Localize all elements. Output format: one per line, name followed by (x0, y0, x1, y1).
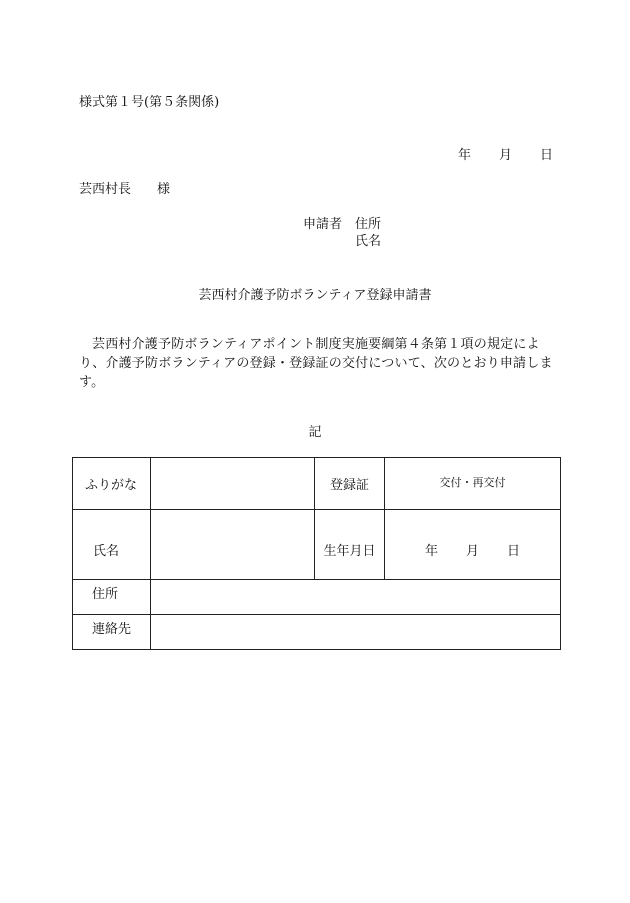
address-label: 住所 (73, 580, 151, 615)
application-date (458, 149, 553, 162)
name-field[interactable] (151, 510, 315, 580)
date-month-label: 月 (499, 148, 513, 163)
date-year-label: 年 (458, 148, 472, 163)
body-paragraph: 芸西村介護予防ボランティアポイント制度実施要綱第４条第１項の規定により、介護予防ボランティアの登録・登録証の交付について、次のとおり申請します。 (79, 337, 553, 390)
ki-heading: 記 (308, 425, 322, 440)
table-row (73, 458, 561, 510)
furigana-field[interactable] (151, 458, 315, 510)
dob-field[interactable] (385, 510, 561, 580)
table-row (73, 580, 561, 615)
document-title: 芸西村介護予防ボランティア登録申請書 (198, 288, 432, 303)
name-label: 氏名 (73, 510, 151, 580)
addressee: 芸西村長 様 (79, 182, 171, 197)
dob-month-label: 月 (465, 544, 479, 559)
table-row (73, 510, 561, 580)
dob-label: 生年月日 (315, 510, 385, 580)
dob-day-label: 日 (507, 544, 521, 559)
applicant-address-label: 住所 (355, 217, 382, 232)
contact-label: 連絡先 (73, 615, 151, 650)
address-field[interactable] (151, 580, 561, 615)
card-issue-options[interactable]: 交付・再交付 (385, 458, 561, 510)
contact-field[interactable] (151, 615, 561, 650)
form-number: 様式第１号(第５条関係) (79, 95, 220, 110)
applicant-name-label: 氏名 (355, 234, 382, 249)
dob-year-label: 年 (424, 544, 438, 559)
applicant-block (303, 218, 381, 231)
table-row (73, 615, 561, 650)
applicant-label: 申請者 (303, 217, 343, 232)
registration-table (72, 457, 561, 650)
card-label: 登録証 (315, 458, 385, 510)
furigana-label: ふりがな (73, 458, 151, 510)
date-day-label: 日 (540, 148, 554, 163)
